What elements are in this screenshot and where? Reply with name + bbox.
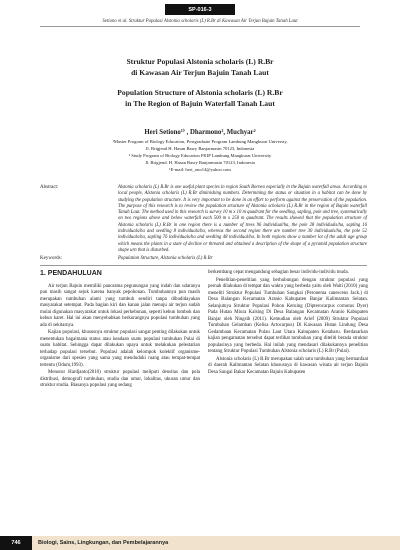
- abstract-text: Alstonia scholaris (L) R.Br is one useful plant species in region South Borneo especially in the Bajuin waterfall areas. According to local people, Alstonia scholaris (L) R.Br diminishing numbers. Determining the status or situation in a habitat can be done by studying the population structure. It is very important to be done in an effort to perform against the preservation of the population. The purpose of this research is to review the population structure of Alstonia scholaris (L) R.Br in the region of Bajuin waterfall Tanah Laut. The method used in this research is survey 10 m x 10 m quadrant for the seedling, sapling, pole and tree, systematically on two regions above and below waterfall each 500 m x 250 m quadrant. The results showed that the population structure of Alstonia scholaris (L) R.Br in one region there is a number of trees 96 individual/ha, the pole 28 individuals/ha, sapling 16 individuals/ha and seedling 8 individuals/ha, whereas the second region there are number tree 30 individuals/ha, the pole 52 individuals/ha, sapling 76 individuals/ha and seedling 48 individual/ha. In both regions show a number lot of the adult age group which means the plants in a state of decline or threated and obtained a description of the shape of a pyramid population structure shape urn that is disturbed.: [118, 185, 367, 253]
- title-indonesian: [40, 56, 360, 78]
- body-column-left: [40, 270, 200, 391]
- title-indonesian-line-2: di Kawasan Air Terjun Bajuin Tanah Laut: [131, 68, 269, 77]
- title-indonesian-line-1: Struktur Populasi Alstonia scholaris (L) R.Br: [126, 57, 274, 66]
- keywords-label: Keywords:: [40, 256, 62, 261]
- title-english: [40, 87, 360, 109]
- affiliation-line: Jl. Brigjend H. Hasan Basry Banjarmasin 70123, Indonesia: [145, 146, 255, 151]
- body-paragraph: berkembang cepat mengandung sebagian besar individu-individu muda.: [208, 270, 349, 275]
- author-email[interactable]: ¹E-mail: heri_ono14@yahoo.com: [169, 167, 231, 172]
- body-column-right: [208, 270, 368, 377]
- article-code-badge: SP-016-3: [165, 4, 235, 15]
- section-heading: 1. PENDAHULUAN: [40, 270, 102, 277]
- abstract-divider: [40, 265, 367, 266]
- page-number: 746: [0, 536, 32, 550]
- title-english-line-2: in The Region of Bajuin Waterfall Tanah Laut: [125, 99, 275, 108]
- page-footer: [0, 536, 400, 550]
- body-paragraph: Kajian populasi, khususnya struktur populasi sangat penting dilakukan untuk menentukan bagaimana status atau keadaan suatu populasi tumbuhan Pulai di suatu habitat. Sehingga dapat dilakukan upaya untuk melakukan pelestarian terhadap populasi tersebut. Populasi adalah kelompok kolektif organisme-organisme dari spesies yang sama yang menduduki ruang atau tempat-tempat tertentu (Odum,1993).: [40, 330, 200, 368]
- body-paragraph: Alstonia scholaris (L) R.Br merupakan salah satu tumbuhan yang bermanfaat di daerah Kalimantan Selatan khususnya di kawasan wisata air terjun Bajuin Desa Sungai Bakar Kecamatan Bajuin Kabupaten: [208, 356, 368, 375]
- affiliation-line: ¹Master Program of Biology Education, Postgraduate Program Lambung Mangkurat Universty,: [112, 139, 288, 144]
- body-paragraph: Penelitian-penelitian yang berhubungan dengan struktur populasi yang pernah dilakukan di tempat dan waktu yang berbeda yaitu oleh Waiti (2010) yang meneliti Struktur Populasi Tumbuhan Sungkai (Peronema canescens Jack.) di Desa Balangan Kecamatan Aranio Kabupaten Banjar Kalimantan Selatan. Selanjutnya Struktur Populasi Pohon Keruing (Dipterocarpus cornutus Dyer) Pada Hutan Miura Kalsing Di Desa Balangan Kecamatan Aranio Kabupaten Banjar oleh Ningsih (2011). Kemudian oleh Arief (2009) Struktur Populasi Tumbuhan Gelamban (Kelisa Artocarpus) Di Kawasan Hutan Lindung Desa Gedambaan Kecamatan Pulau Laut Utara Kabupaten Kotabaru. Berdasarkan kajian pengamatan tersebut dapat terlihat tumbuhan yang diteliti berada struktur populasinya yang berbeda. Hal inilah yang mendasari dilakukannya penelitian tentang Struktur Populasi Tumbuhan Alstonia scholaris (L) R.Br (Pulai).: [208, 277, 368, 354]
- journal-name: Biologi, Sains, Lingkungan, dan Pembelajarannya: [32, 536, 400, 550]
- abstract-label: Abstract:: [40, 185, 59, 190]
- author-list: Heri Setiono¹⁾ , Dharmono², Muchyar²: [144, 129, 256, 136]
- affiliation-line: Jl. Brigjend. H. Hasan Basry Banjarmasin 70123, Indonesia: [145, 160, 255, 165]
- keywords-text: Population Structure, Alstonia scholaris (L) R.Br: [118, 256, 213, 261]
- body-paragraph: Air terjun Bajuin memiliki panorama pegunungan yang indah dan udaranya pun masih sangat sejuk karena banyak pepohonan. Tumbuhannya pun masih merupakan tumbuhan alami yang tumbuh sendiri tanpa dibudidayakan masyarakat setempat. Pada bagian kiri dan kanan jalan menuju air terjun sudah mulai digunakan masyarakat untuk lokasi perkebunan, seperti kebun lombok dan kebun karet. Hal ini akan menyebabkan berkurangnya populasi tumbuhan yang ada di sekitarnya.: [40, 283, 200, 328]
- title-english-line-1: Population Structure of Alstonia scholaris (L) R.Br: [117, 88, 283, 97]
- affiliations: [60, 138, 340, 173]
- header-divider: [40, 26, 360, 27]
- body-paragraph: Menurut Hardjanto(2010) struktur populasi meliputi densitas dan pola distribusi, demografi tumbuhan, studia dan umur, lokalitas, ukuran umur dan struktur studia. Biasanya populasi yang sedang: [40, 370, 200, 388]
- affiliation-line: ² Study Program of Biology Education FKIP Lambung Mangkurat University: [128, 153, 272, 158]
- running-head: Setiono et al. Struktur Populasi Alstonia scholaris (L) R.Br di Kawasan Air Terjun Bajuin Tanah Laut: [102, 19, 298, 24]
